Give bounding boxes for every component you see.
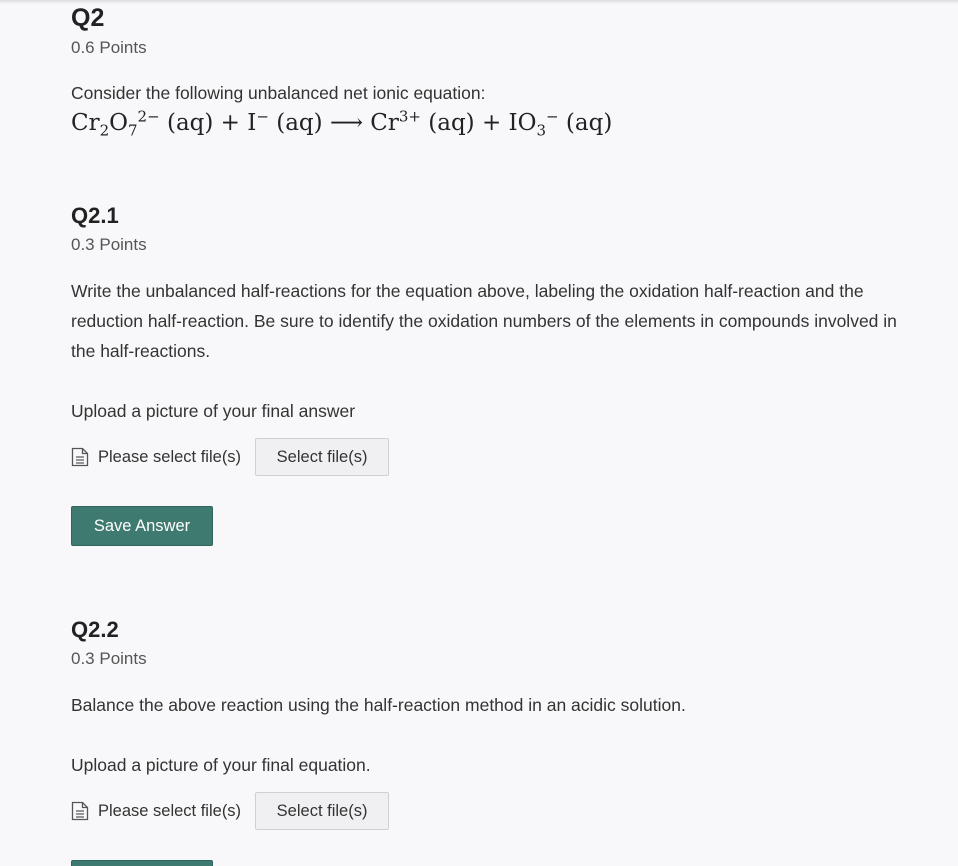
eq-cr2-sup: 3+: [398, 107, 421, 126]
question-title-q2-2: Q2.2: [71, 617, 119, 642]
save-answer-button-q2-1[interactable]: Save Answer: [71, 506, 213, 546]
eq-o: O: [109, 110, 128, 136]
eq-aq3: (aq) +: [420, 110, 509, 136]
eq-o-sub: 7: [128, 121, 138, 140]
eq-io-sub: 3: [536, 121, 547, 140]
question-points-q2: 0.6 Points: [71, 38, 147, 57]
net-ionic-equation: [71, 107, 613, 140]
question-title-q2: Q2: [71, 4, 105, 32]
save-answer-button-q2-2[interactable]: [71, 860, 213, 866]
file-hint-q2-1: Please select file(s): [98, 447, 242, 466]
top-shadow: [0, 0, 958, 4]
question-points-q2-2: 0.3 Points: [71, 649, 147, 668]
eq-i: I: [247, 110, 257, 136]
eq-i-sup: −: [256, 107, 269, 126]
file-upload-row-q2-2: [71, 791, 389, 831]
eq-o-sup: 2−: [137, 107, 160, 126]
eq-cr: Cr: [71, 110, 100, 136]
upload-label-q2-1: Upload a picture of your final answer: [71, 401, 356, 421]
file-document-icon: [71, 447, 89, 467]
eq-aq1: (aq) +: [159, 110, 248, 136]
question-title-q2-1: Q2.1: [71, 203, 119, 228]
eq-aq4: (aq): [558, 110, 613, 136]
eq-io: IO: [508, 110, 537, 136]
file-hint-q2-2: Please select file(s): [98, 801, 242, 820]
eq-io-sup: −: [546, 107, 559, 126]
select-files-button-q2-2[interactable]: Select file(s): [255, 792, 389, 830]
select-files-button-q2-1[interactable]: Select file(s): [255, 438, 389, 476]
file-document-icon: [71, 801, 89, 821]
question-intro-q2: Consider the following unbalanced net ionic equation:: [71, 83, 486, 103]
file-upload-row-q2-1: [71, 437, 389, 477]
question-prompt-q2-1: Write the unbalanced half-reactions for the equation above, labeling the oxidation half-reaction and the reduction half-reaction. Be sure to identify the oxidation numbers of the elements in compounds involved in the half-reactions.: [71, 281, 897, 361]
eq-cr-sub: 2: [99, 121, 110, 140]
eq-cr2: Cr: [370, 110, 399, 136]
eq-aq2: (aq) ⟶: [268, 110, 371, 136]
upload-label-q2-2: Upload a picture of your final equation.: [71, 755, 371, 775]
question-points-q2-1: 0.3 Points: [71, 235, 147, 254]
question-prompt-q2-2: Balance the above reaction using the half-reaction method in an acidic solution.: [71, 695, 686, 715]
